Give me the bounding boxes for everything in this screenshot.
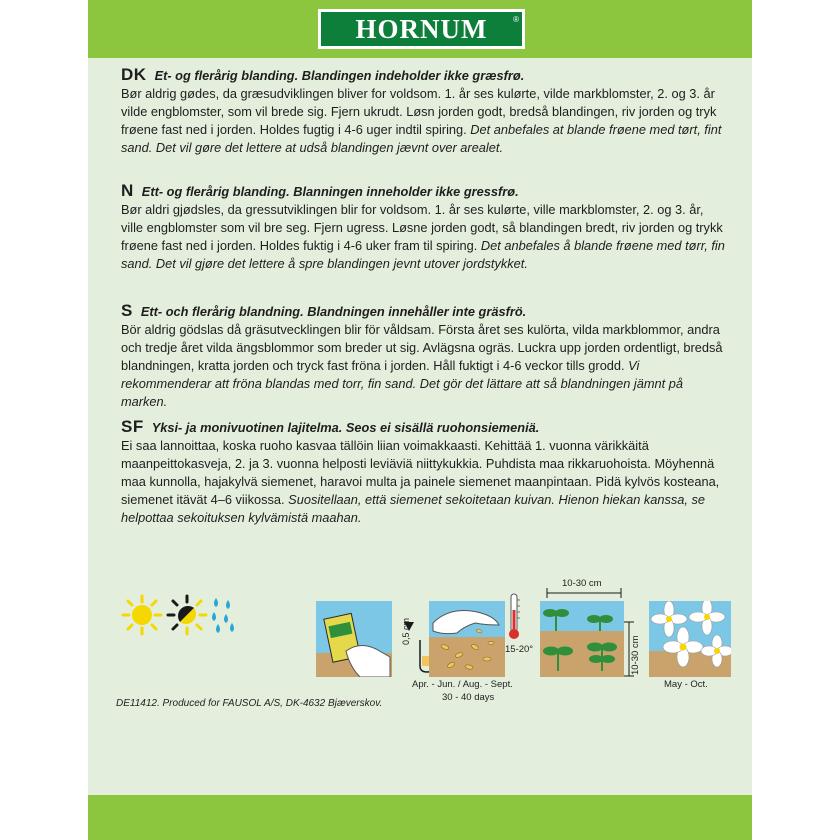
language-code: SF <box>121 417 144 436</box>
section-dk <box>121 66 726 157</box>
section-title: Et- og flerårig blanding. Blandingen indeholder ikke græsfrø. <box>154 68 525 83</box>
section-note: Det anbefales at blande frøene med tørt, fint sand. Det vil gøre det lettere at udså blandingen jævnt over arealet. <box>121 122 722 155</box>
section-body: Ei saa lannoittaa, koska ruoho kasvaa tällöin liian voimakkaasti. Kehittää 1. vuonna värikkäitä maanpeittokasveja, 2. ja 3. vuonna helposti leviäviä niittykukkia. Puhdista maa rikkaruohoista. Möyhennä maa kunnolla, hajakylvä siemenet, haravoi multa ja painele siemenet maanpintaan. Pidä kylvös kosteana, siemenet itävät 4–6 viikossa. <box>121 438 720 507</box>
section-title: Ett- og flerårig blanding. Blanningen inneholder ikke gressfrø. <box>141 184 519 199</box>
spacing-dimension-icon <box>545 588 623 598</box>
section-title: Yksi- ja monivuotinen lajitelma. Seos ei sisällä ruohonsiemeniä. <box>151 420 540 435</box>
seed-packet-icon <box>316 601 392 677</box>
thermometer-icon <box>505 592 523 642</box>
section-s <box>121 302 726 411</box>
spacing-label: 10-30 cm <box>562 578 602 589</box>
language-code: DK <box>121 65 147 84</box>
sowing-hand-icon <box>429 601 505 677</box>
seedlings-icon <box>540 601 624 677</box>
section-body: Bør aldri gjødsles, da gressutviklingen blir for voldsom. 1. år ses kulørte, ville markblomster, 2. og 3. år, ville engblomster som vil bre seg. Fjern ugress. Løsne jorden godt, så blandingen bredt, riv jorden og trykk frøene fast ned i jorden. Holdes fuktig i 4-6 uker fram til spiring. <box>121 202 723 253</box>
sun-icon <box>121 594 163 636</box>
flowers-icon <box>649 601 731 677</box>
half-shade-icon <box>166 594 208 636</box>
bloom-period: May - Oct. <box>664 679 708 690</box>
section-body: Bør aldrig gødes, da græsudviklingen bliver for voldsom. 1. år ses kulørte, vilde markblomster, 2. og 3. år vilde engblomster, som vil brede sig. Fjern ukrudt. Løsn jorden godt, bredså blandingen, riv jorden og tryk frøene fast ned i jorden. Holdes fugtig i 4-6 uger indtil spiring. <box>121 86 717 137</box>
section-body: Bör aldrig gödslas då gräsutvecklingen blir för våldsam. Första året ses kulörta, vilda markblommor, andra och tredje året vilda ängsblommor som breder ut sig. Avlägsna ogräs. Luckra upp jorden ordentligt, bredså blandningen, kratta jorden och tryck fast fröna i jorden. Håll fuktigt i 4-6 veckor tills grodd. <box>121 322 723 373</box>
brand-name: HORNUM <box>355 13 488 44</box>
height-label: 10-30 cm <box>630 635 641 675</box>
section-note: Det anbefales å blande frøene med tørr, fin sand. Det vil gjøre det lettere å spre blandingen jevnt utover jordstykket. <box>121 238 725 271</box>
language-code: S <box>121 301 133 320</box>
section-note: Vi rekommenderar att fröna blandas med torr, fin sand. Det gör det lättare att så blandningen jämnt på marken. <box>121 358 683 409</box>
temperature-label: 15-20° <box>505 644 534 655</box>
language-code: N <box>121 181 134 200</box>
bottom-green-band <box>88 795 752 840</box>
section-sf <box>121 418 726 527</box>
producer-note: DE11412. Produced for FAUSOL A/S, DK-4632 Bjæverskov. <box>116 698 383 709</box>
sowing-period: Apr. - Jun. / Aug. - Sept. <box>412 679 513 690</box>
sowing-depth-label: 0,5 cm <box>401 617 411 645</box>
registered-mark: ® <box>513 15 519 24</box>
section-n <box>121 182 726 273</box>
germination-time: 30 - 40 days <box>442 692 495 703</box>
section-note: Suositellaan, että siemenet sekoitetaan kuivan. Hienon hiekan kanssa, se helpottaa sekoituksen kylvämistä maahan. <box>121 492 706 525</box>
water-drops-icon <box>208 596 238 636</box>
brand-logo <box>318 9 525 49</box>
section-title: Ett- och flerårig blandning. Blandningen innehåller inte gräsfrö. <box>140 304 527 319</box>
